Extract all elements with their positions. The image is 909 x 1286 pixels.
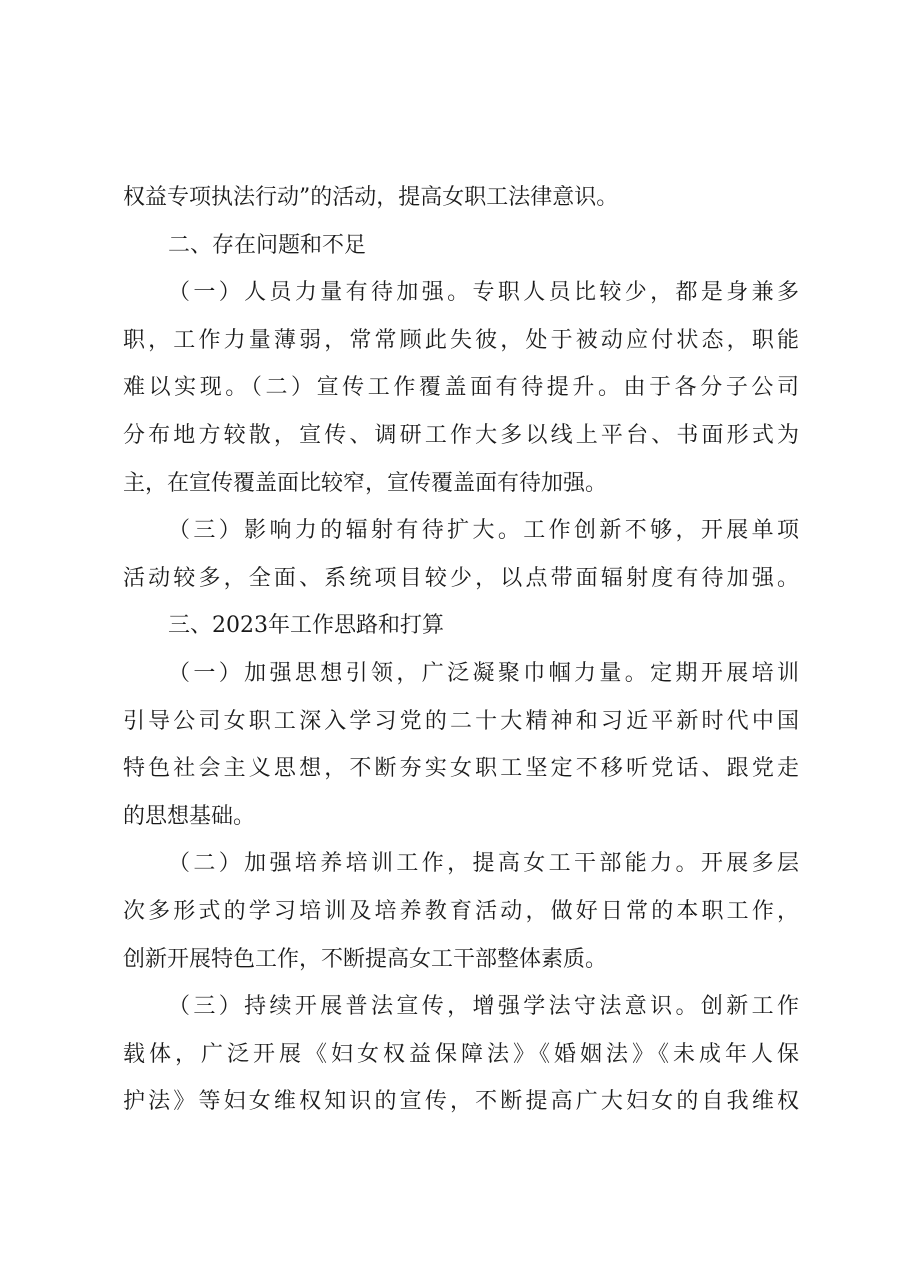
body-line: 难以实现。（二）宣传工作覆盖面有待提升。由于各分子公司 bbox=[123, 375, 799, 401]
body-line: 次多形式的学习培训及培养教育活动，做好日常的本职工作， bbox=[123, 898, 799, 924]
body-line: 活动较多，全面、系统项目较少，以点带面辐射度有待加强。 bbox=[123, 565, 799, 591]
body-line: 创新开展特色工作，不断提高女工干部整体素质。 bbox=[123, 946, 608, 972]
body-line: 的思想基础。 bbox=[123, 803, 256, 829]
body-line: （二）加强培养培训工作，提高女工干部能力。开展多层 bbox=[168, 851, 799, 877]
body-line: 权益专项执法行动”的活动，提高女职工法律意识。 bbox=[123, 185, 619, 210]
body-line: 载体，广泛开展《妇女权益保障法》《婚姻法》《未成年人保 bbox=[123, 1041, 799, 1067]
body-line: 主，在宣传覆盖面比较窄，宣传覆盖面有待加强。 bbox=[123, 470, 608, 496]
body-line: 职，工作力量薄弱，常常顾此失彼，处于被动应付状态，职能 bbox=[123, 327, 799, 353]
document-body bbox=[123, 174, 799, 1126]
body-line: 护法》等妇女维权知识的宣传，不断提高广大妇女的自我维权 bbox=[123, 1089, 799, 1115]
section-heading-problems: 二、存在问题和不足 bbox=[168, 232, 367, 258]
section-heading-plans: 三、2023年工作思路和打算 bbox=[168, 613, 444, 639]
body-line: 引导公司女职工深入学习党的二十大精神和习近平新时代中国 bbox=[123, 708, 799, 734]
body-line: （一）人员力量有待加强。专职人员比较少，都是身兼多 bbox=[168, 280, 799, 306]
body-line: （三）持续开展普法宣传，增强学法守法意识。创新工作 bbox=[168, 994, 799, 1020]
body-line: （三）影响力的辐射有待扩大。工作创新不够，开展单项 bbox=[168, 518, 799, 544]
body-line: 特色社会主义思想，不断夯实女职工坚定不移听党话、跟党走 bbox=[123, 756, 799, 782]
body-line: （一）加强思想引领，广泛凝聚巾帼力量。定期开展培训 bbox=[168, 660, 799, 686]
body-line: 分布地方较散，宣传、调研工作大多以线上平台、书面形式为 bbox=[123, 422, 799, 448]
